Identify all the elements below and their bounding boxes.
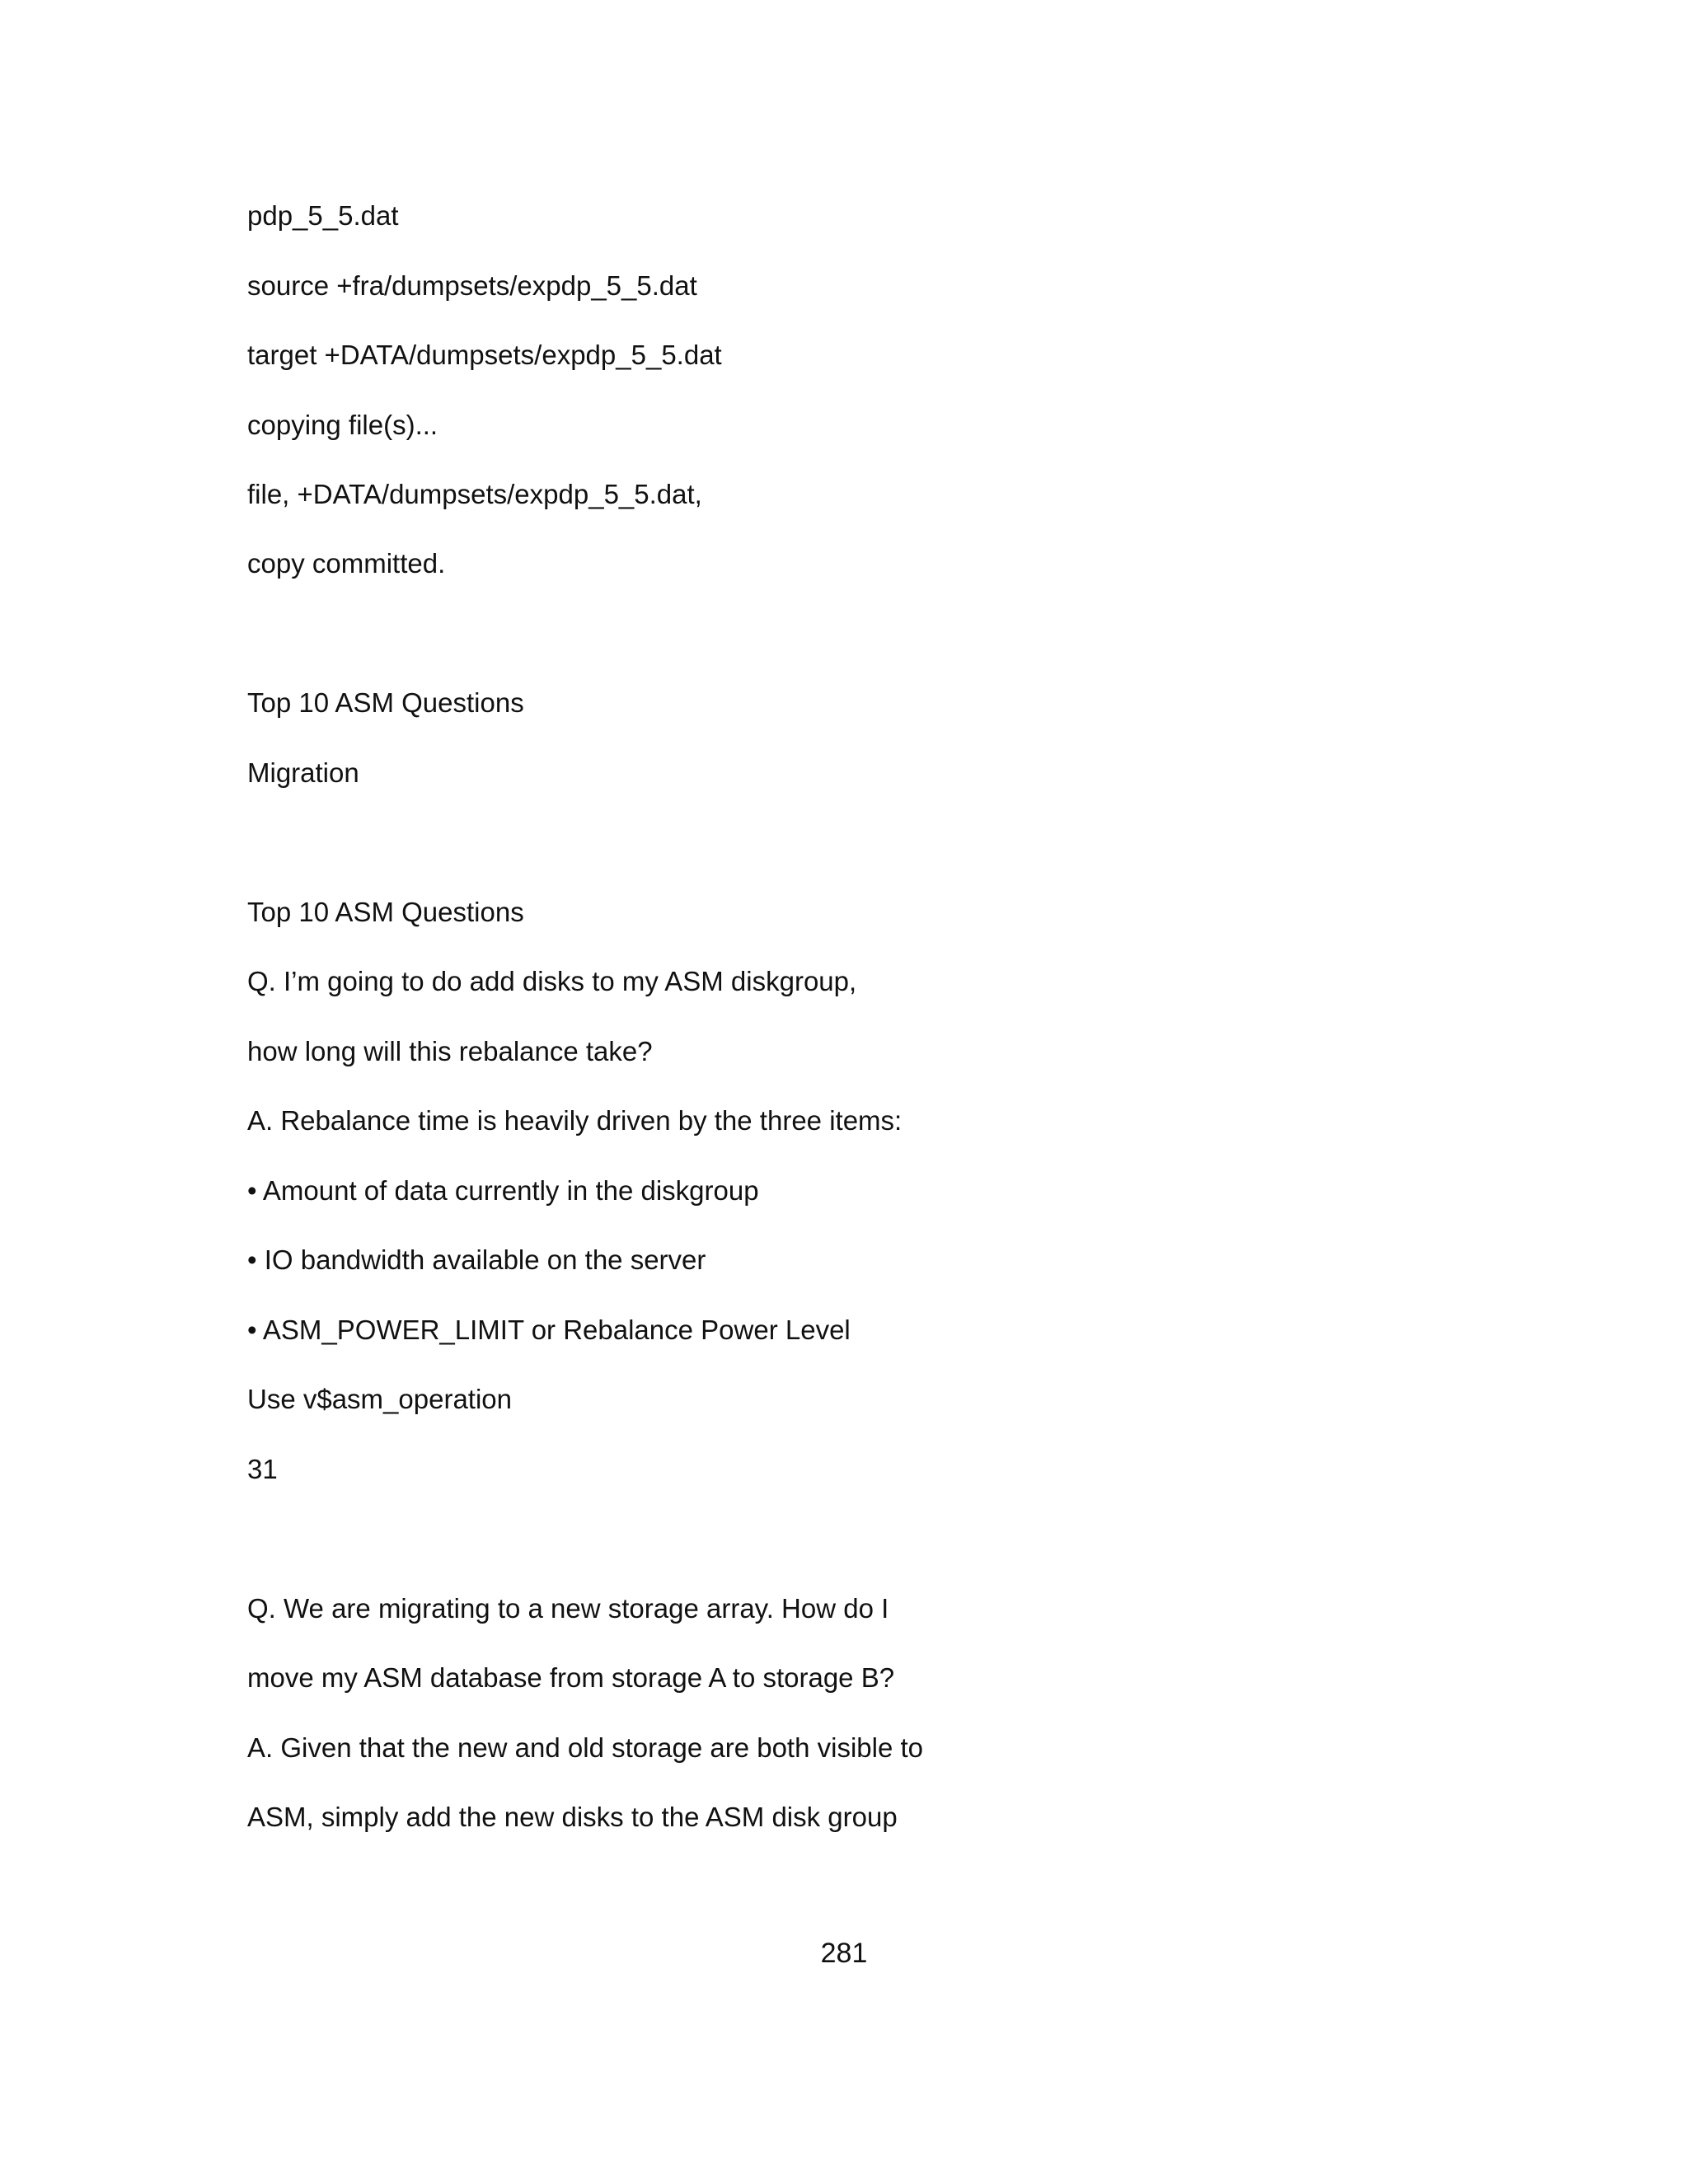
section-heading-top-10-asm-questions-repeat: Top 10 ASM Questions [247, 897, 524, 927]
answer-line-migration-2: ASM, simply add the new disks to the ASM disk group [247, 1802, 898, 1832]
text-line-copy-committed: copy committed. [247, 548, 446, 579]
text-line-target-path: target +DATA/dumpsets/expdp_5_5.dat [247, 340, 722, 370]
text-line-source-path: source +fra/dumpsets/expdp_5_5.dat [247, 270, 697, 301]
text-line-file-path: file, +DATA/dumpsets/expdp_5_5.dat, [247, 479, 702, 509]
bullet-item-io-bandwidth: • IO bandwidth available on the server [247, 1244, 706, 1275]
bullet-item-amount-of-data: • Amount of data currently in the diskgroup [247, 1175, 759, 1206]
section-heading-top-10-asm-questions: Top 10 ASM Questions [247, 687, 524, 718]
question-line-1: Q. I’m going to do add disks to my ASM diskgroup, [247, 966, 857, 996]
bullet-item-asm-power-limit: • ASM_POWER_LIMIT or Rebalance Power Level [247, 1315, 851, 1345]
text-line-filename-fragment: pdp_5_5.dat [247, 200, 399, 231]
text-line-copying-status: copying file(s)... [247, 410, 438, 440]
answer-line-1: A. Rebalance time is heavily driven by the three items: [247, 1105, 903, 1136]
slide-number: 31 [247, 1454, 278, 1484]
answer-line-migration-1: A. Given that the new and old storage are both visible to [247, 1732, 924, 1763]
question-line-migration-1: Q. We are migrating to a new storage array. How do I [247, 1593, 889, 1624]
page-number: 281 [820, 1938, 868, 1969]
question-line-2: how long will this rebalance take? [247, 1036, 653, 1066]
question-line-migration-2: move my ASM database from storage A to storage B? [247, 1662, 895, 1693]
section-subheading-migration: Migration [247, 757, 359, 788]
text-line-use-view: Use v$asm_operation [247, 1384, 513, 1414]
